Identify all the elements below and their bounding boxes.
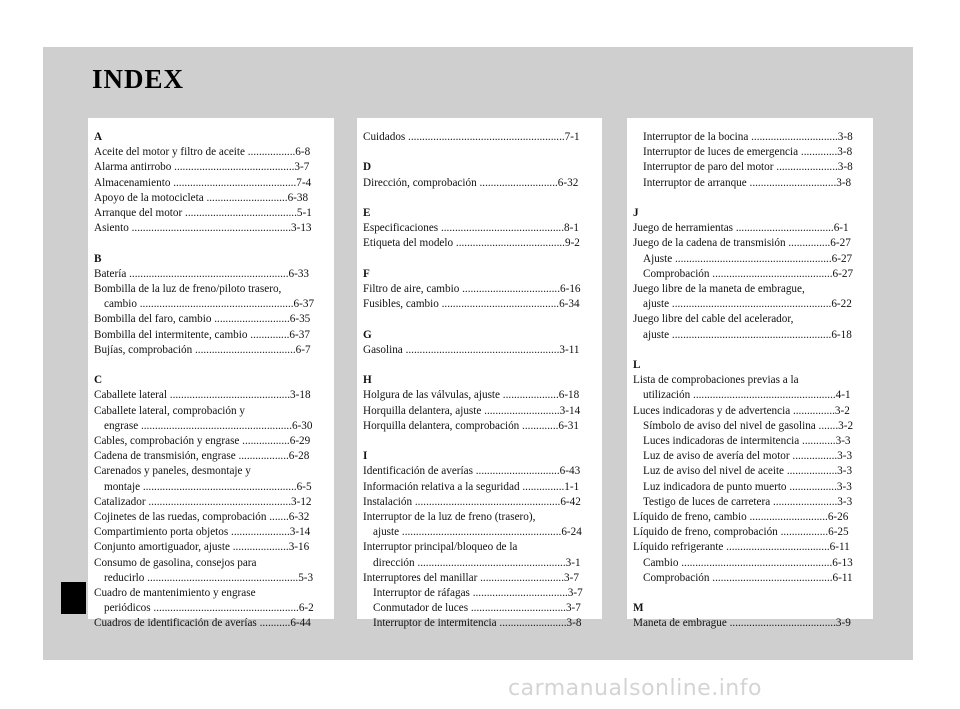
index-entry: Juego de herramientas ...................................6-1 bbox=[633, 222, 849, 235]
index-subentry: periódicos ....................................................6-2 bbox=[104, 602, 314, 615]
index-entry: Filtro de aire, cambio ...................................6-16 bbox=[363, 282, 581, 295]
index-entry: Cadena de transmisión, engrase ..................6-28 bbox=[94, 450, 310, 463]
index-subentry: Interruptor de paro del motor ......................3-8 bbox=[643, 161, 853, 174]
index-subentry: Conmutador de luces ..................................3-7 bbox=[373, 602, 581, 615]
index-entry: Fusibles, cambio ..........................................6-34 bbox=[363, 298, 580, 311]
index-subentry: cambio .......................................................6-37 bbox=[104, 298, 315, 311]
index-entry: Arranque del motor ........................................5-1 bbox=[94, 207, 312, 220]
index-subentry: Interruptor de la bocina ...............................3-8 bbox=[643, 131, 853, 143]
index-entry: Cuadros de identificación de averías ...........6-44 bbox=[94, 617, 311, 630]
index-subentry: Interruptor de ráfagas ..................................3-7 bbox=[373, 587, 583, 599]
index-subentry: utilización ...................................................4-1 bbox=[643, 389, 851, 402]
index-entry: Información relativa a la seguridad ...............1-1 bbox=[363, 480, 580, 493]
index-letter-heading: C bbox=[94, 374, 103, 387]
index-entry: Holgura de las válvulas, ajuste ....................6-18 bbox=[363, 389, 580, 402]
index-entry: Caballete lateral ...........................................3-18 bbox=[94, 389, 311, 402]
index-subentry: reducirlo ......................................................5-3 bbox=[104, 571, 314, 584]
index-entry: Asiento .........................................................3-13 bbox=[94, 222, 312, 235]
index-entry: Conjunto amortiguador, ajuste ....................3-16 bbox=[94, 541, 310, 554]
index-subentry: Comprobación ...........................................6-11 bbox=[643, 571, 853, 584]
index-entry: Cuidados ........................................................7-1 bbox=[363, 131, 580, 143]
index-entry: Horquilla delantera, comprobación .............6-31 bbox=[363, 419, 579, 432]
index-letter-heading: J bbox=[633, 207, 639, 219]
index-entry: Bujías, comprobación ....................................6-7 bbox=[94, 343, 311, 356]
index-subentry: Interruptor de intermitencia ........................3-8 bbox=[373, 617, 582, 630]
index-subentry: ajuste .........................................................6-22 bbox=[643, 298, 852, 311]
index-entry: Especificaciones ............................................8-1 bbox=[363, 222, 579, 235]
index-subentry: ajuste .........................................................6-18 bbox=[643, 328, 852, 341]
index-entry: Dirección, comprobación ............................6-32 bbox=[363, 176, 579, 189]
index-entry: Cuadro de mantenimiento y engrase bbox=[94, 587, 256, 600]
page-title: INDEX bbox=[92, 64, 185, 94]
section-spacer bbox=[363, 358, 602, 373]
index-entry: Maneta de embrague ......................................3-9 bbox=[633, 617, 851, 630]
index-entry: Almacenamiento ............................................7-4 bbox=[94, 176, 312, 189]
section-spacer bbox=[363, 434, 602, 449]
index-entry: Carenados y paneles, desmontaje y bbox=[94, 465, 251, 478]
index-entry: Luces indicadoras y de advertencia ...............3-2 bbox=[633, 404, 850, 417]
section-spacer bbox=[363, 252, 602, 267]
index-letter-heading: G bbox=[363, 328, 372, 341]
section-spacer bbox=[633, 586, 873, 601]
section-tab-marker bbox=[61, 582, 86, 614]
index-entry: Batería .........................................................6-33 bbox=[94, 267, 310, 280]
index-subentry: Luz indicadora de punto muerto .................3-3 bbox=[643, 480, 852, 493]
index-entry: Líquido de freno, cambio ............................6-26 bbox=[633, 511, 849, 524]
index-letter-heading: D bbox=[363, 161, 372, 174]
section-spacer bbox=[363, 312, 602, 327]
index-subentry: Cambio ......................................................6-13 bbox=[643, 556, 853, 569]
index-subentry: Testigo de luces de carretera .......................3-3 bbox=[643, 495, 853, 508]
index-column-2 bbox=[357, 118, 602, 630]
index-entry: Líquido refrigerante .....................................6-11 bbox=[633, 541, 850, 554]
index-entry: Consumo de gasolina, consejos para bbox=[94, 556, 257, 569]
index-letter-heading: A bbox=[94, 131, 103, 143]
index-subentry: dirección .....................................................3-1 bbox=[373, 556, 581, 569]
index-entry: Bombilla del intermitente, cambio ..............6-37 bbox=[94, 328, 310, 341]
watermark-footer: carmanualsonline.info bbox=[508, 676, 762, 701]
index-entry: Juego de la cadena de transmisión ...............6-27 bbox=[633, 237, 851, 250]
index-entry: Alarma antirrobo ...........................................3-7 bbox=[94, 161, 310, 174]
section-spacer bbox=[94, 236, 334, 251]
index-subentry: Comprobación ...........................................6-27 bbox=[643, 267, 854, 280]
index-letter-heading: L bbox=[633, 359, 641, 372]
section-spacer bbox=[633, 191, 873, 206]
index-letter-heading: B bbox=[94, 252, 102, 265]
index-letter-heading: E bbox=[363, 206, 371, 219]
index-entry: Juego libre de la maneta de embrague, bbox=[633, 283, 805, 296]
index-entry: Gasolina .......................................................3-11 bbox=[363, 343, 580, 356]
section-spacer bbox=[363, 191, 602, 206]
index-entry: Juego libre del cable del acelerador, bbox=[633, 313, 794, 326]
index-subentry: montaje .......................................................6-5 bbox=[104, 480, 312, 493]
index-entry: Caballete lateral, comprobación y bbox=[94, 404, 245, 417]
index-entry: Bombilla de la luz de freno/piloto trasero, bbox=[94, 283, 282, 296]
index-subentry: Símbolo de aviso del nivel de gasolina .......3-2 bbox=[643, 419, 854, 432]
index-entry: Cables, comprobación y engrase .................6-29 bbox=[94, 435, 311, 448]
index-subentry: Interruptor de luces de emergencia .............3-8 bbox=[643, 146, 853, 159]
index-entry: Bombilla del faro, cambio ...........................6-35 bbox=[94, 313, 311, 326]
index-entry: Apoyo de la motocicleta .............................6-38 bbox=[94, 191, 309, 204]
index-column-3 bbox=[627, 118, 873, 630]
index-subentry: Luz de aviso del nivel de aceite ..................3-3 bbox=[643, 465, 853, 478]
section-spacer bbox=[633, 343, 873, 358]
index-entry: Líquido de freno, comprobación .................6-25 bbox=[633, 526, 849, 539]
index-entry: Lista de comprobaciones previas a la bbox=[633, 374, 799, 387]
index-entry: Interruptor principal/bloqueo de la bbox=[363, 541, 518, 554]
index-column-1 bbox=[88, 118, 334, 630]
index-subentry: engrase ......................................................6-30 bbox=[104, 419, 313, 432]
index-entry: Identificación de averías ..............................6-43 bbox=[363, 465, 581, 478]
index-entry: Interruptores del manillar ..............................3-7 bbox=[363, 571, 579, 584]
index-entry: Cojinetes de las ruedas, comprobación .......6-32 bbox=[94, 511, 310, 524]
index-entry: Etiqueta del modelo .......................................9-2 bbox=[363, 237, 580, 250]
index-subentry: ajuste .........................................................6-24 bbox=[373, 526, 582, 539]
index-letter-heading: F bbox=[363, 267, 370, 280]
index-entry: Instalación ....................................................6-42 bbox=[363, 495, 581, 508]
index-entry: Horquilla delantera, ajuste ...........................3-14 bbox=[363, 404, 581, 417]
index-entry: Catalizador ...................................................3-12 bbox=[94, 495, 312, 508]
index-letter-heading: M bbox=[633, 602, 644, 615]
index-subentry: Ajuste ........................................................6-27 bbox=[643, 252, 853, 265]
index-letter-heading: H bbox=[363, 374, 372, 387]
index-entry: Aceite del motor y filtro de aceite .................6-8 bbox=[94, 146, 311, 159]
index-subentry: Luz de aviso de avería del motor ................3-3 bbox=[643, 450, 853, 463]
index-entry: Interruptor de la luz de freno (trasero), bbox=[363, 510, 536, 523]
section-spacer bbox=[94, 358, 334, 373]
section-spacer bbox=[363, 145, 602, 160]
index-subentry: Luces indicadoras de intermitencia ............3-3 bbox=[643, 435, 851, 448]
index-letter-heading: I bbox=[363, 450, 368, 463]
index-entry: Compartimiento porta objetos .....................3-14 bbox=[94, 526, 311, 539]
index-subentry: Interruptor de arranque ...............................3-8 bbox=[643, 176, 852, 189]
